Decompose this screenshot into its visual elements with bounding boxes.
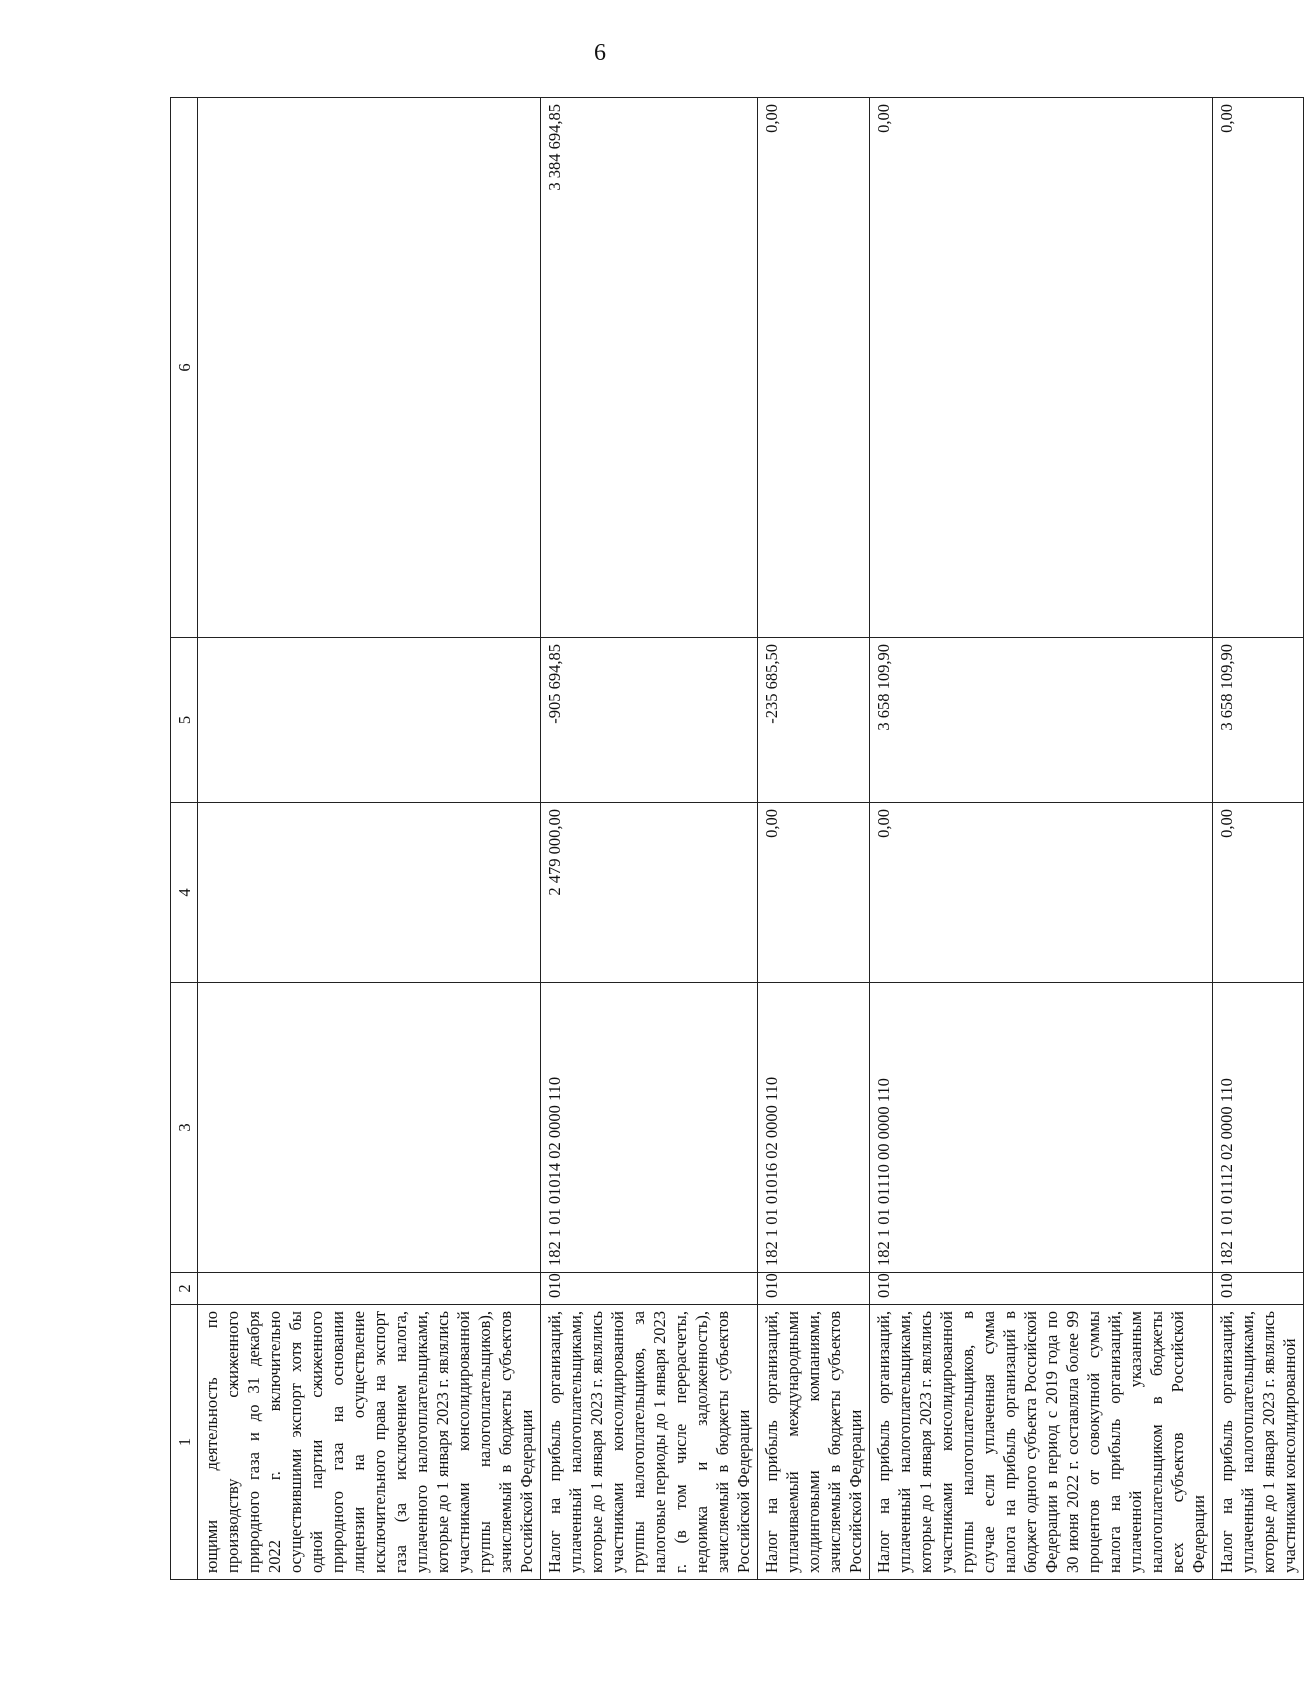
row-col3: 182 1 01 01110 00 0000 110	[870, 983, 1213, 1273]
row-col4: 0,00	[1213, 803, 1304, 983]
column-header-4: 4	[171, 803, 198, 983]
column-header-6: 6	[171, 98, 198, 638]
row-col4	[198, 803, 541, 983]
revenue-table	[170, 97, 1304, 1580]
row-col6: 0,00	[758, 98, 870, 638]
row-description: Налог на прибыль организаций, уплаченный налогоплательщиками, которые до 1 января 2023 г. являлись участниками консолидированной группы налогоплательщиков, за налоговые периоды до 1 января 2023 г. (в том числе перерасчеты, недоимка и задолженность), зачисляемый в бюджеты субъектов Российской Федерации	[541, 1305, 758, 1580]
table-row	[541, 98, 758, 1580]
table-row	[870, 98, 1213, 1580]
row-col2	[198, 1273, 541, 1305]
row-col4: 0,00	[758, 803, 870, 983]
row-col5: -905 694,85	[541, 638, 758, 803]
table-row	[758, 98, 870, 1580]
header-row	[171, 98, 198, 1580]
row-col3: 182 1 01 01016 02 0000 110	[758, 983, 870, 1273]
row-col4: 0,00	[870, 803, 1213, 983]
row-col5: 3 658 109,90	[1213, 638, 1304, 803]
row-description: ющими деятельность по производству сжиженного природного газа и до 31 декабря 2022 г. включительно осуществившими экспорт хотя бы одной партии сжиженного природного газа на основании лицензии на осуществление исключительного права на экспорт газа (за исключением налога, уплаченного налогоплательщиками, которые до 1 января 2023 г. являлись участниками консолидированной группы налогоплательщиков), зачисляемый в бюджеты субъектов Российской Федерации	[198, 1305, 541, 1580]
row-col5: -235 685,50	[758, 638, 870, 803]
page-number: 6	[594, 40, 606, 66]
row-col6: 0,00	[1213, 98, 1304, 638]
row-description: Налог на прибыль организаций, уплачиваемый международными холдинговыми компаниями, зачисляемый в бюджеты субъектов Российской Федерации	[758, 1305, 870, 1580]
column-header-5: 5	[171, 638, 198, 803]
row-col5	[198, 638, 541, 803]
table-row	[198, 98, 541, 1580]
rotated-table-container	[170, 98, 1299, 1580]
row-col3	[198, 983, 541, 1273]
row-col6: 3 384 694,85	[541, 98, 758, 638]
row-col4: 2 479 000,00	[541, 803, 758, 983]
column-header-3: 3	[171, 983, 198, 1273]
column-header-2: 2	[171, 1273, 198, 1305]
row-col3: 182 1 01 01014 02 0000 110	[541, 983, 758, 1273]
row-col2: 010	[870, 1273, 1213, 1305]
row-description: Налог на прибыль организаций, уплаченный налогоплательщиками, которые до 1 января 2023 г. являлись участниками консолидированной группы налогоплательщиков, в случае если уплаченная сумма налога на прибыль организаций в бюджет одного субъекта Российской Федерации в период с 2019 года по 30 июня 2022 г. составляла более 99 процентов от совокупной суммы налога на прибыль организаций, уплаченной указанным налогоплательщиком в бюджеты всех субъектов Российской Федерации	[870, 1305, 1213, 1580]
row-col5: 3 658 109,90	[870, 638, 1213, 803]
row-col6: 0,00	[870, 98, 1213, 638]
row-col3: 182 1 01 01112 02 0000 110	[1213, 983, 1304, 1273]
row-description: Налог на прибыль организаций, уплаченный налогоплательщиками, которые до 1 января 2023 г. являлись участниками консолидированной	[1213, 1305, 1304, 1580]
row-col2: 010	[541, 1273, 758, 1305]
column-header-1: 1	[171, 1305, 198, 1580]
row-col2: 010	[1213, 1273, 1304, 1305]
row-col6	[198, 98, 541, 638]
row-col2: 010	[758, 1273, 870, 1305]
table-row	[1213, 98, 1304, 1580]
